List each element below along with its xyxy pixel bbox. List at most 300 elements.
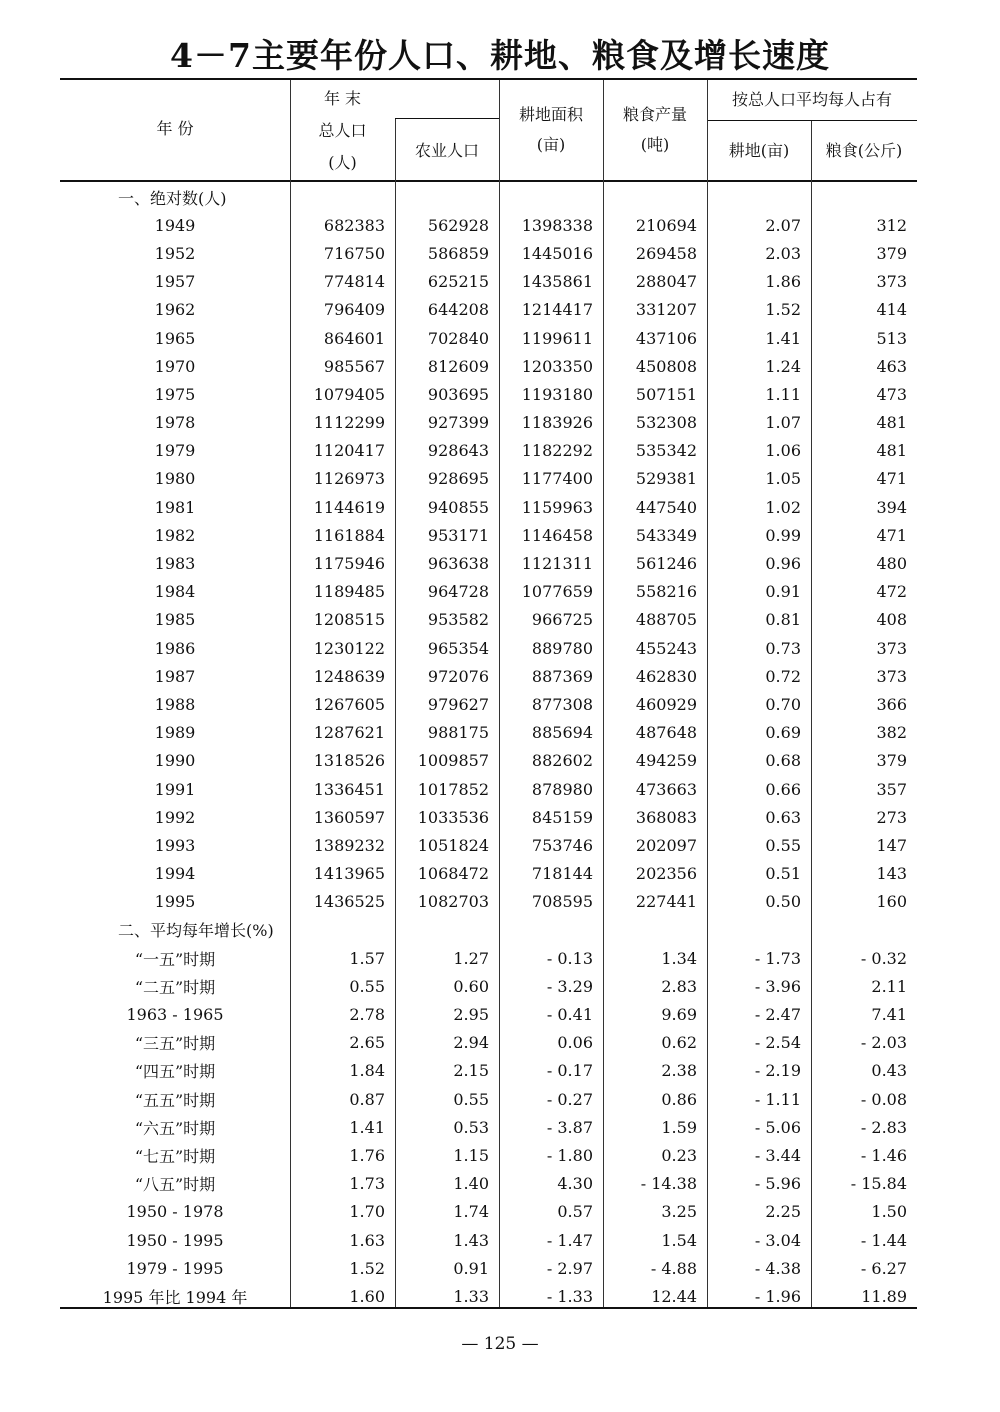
table-cell: 1389232 (313, 835, 385, 855)
row-label: 1980 (154, 469, 196, 489)
table-cell: - 0.17 (546, 1061, 593, 1081)
table-row (60, 493, 917, 521)
table-cell: 394 (876, 497, 908, 517)
data-table-body (60, 183, 917, 1311)
table-cell: 1203350 (521, 356, 593, 376)
table-cell: 269458 (635, 243, 697, 263)
table-cell: - 5.06 (754, 1117, 801, 1137)
table-cell: 462830 (635, 666, 697, 686)
table-cell: 202356 (635, 864, 697, 884)
table-cell: 202097 (635, 835, 697, 855)
table-row (60, 1057, 917, 1085)
table-cell: 1336451 (313, 779, 385, 799)
table-cell: 487648 (635, 723, 697, 743)
table-cell: 2.78 (349, 1005, 385, 1025)
table-row (60, 352, 917, 380)
row-label: 1992 (154, 807, 196, 827)
table-cell: 543349 (635, 525, 697, 545)
row-label: 1950 - 1978 (126, 1202, 224, 1222)
table-cell: 331207 (635, 300, 697, 320)
table-cell: 1.84 (349, 1061, 385, 1081)
table-cell: 1.63 (349, 1230, 385, 1250)
table-cell: 1208515 (313, 610, 385, 630)
table-cell: 1.41 (765, 328, 801, 348)
table-cell: 1068472 (417, 864, 489, 884)
table-cell: - 1.73 (754, 948, 801, 968)
table-cell: 11.89 (861, 1286, 908, 1306)
table-row (60, 944, 917, 972)
table-cell: 143 (876, 864, 908, 884)
table-cell: 1.27 (453, 948, 489, 968)
table-cell: - 1.80 (546, 1145, 593, 1165)
table-cell: 2.83 (661, 976, 697, 996)
table-cell: 963638 (427, 554, 489, 574)
row-label: 1994 (154, 864, 196, 884)
table-cell: 1360597 (313, 807, 385, 827)
table-cell: 1079405 (313, 384, 385, 404)
table-row (60, 1282, 917, 1310)
header-grain-line2: (吨) (640, 135, 670, 154)
table-cell: - 0.32 (860, 948, 908, 968)
header-per-capita: 按总人口平均每人占有 (731, 90, 892, 109)
table-cell: 0.69 (765, 723, 801, 743)
table-cell: 586859 (427, 243, 489, 263)
row-label: “八五”时期 (134, 1175, 216, 1195)
table-row (60, 1029, 917, 1057)
table-cell: 625215 (427, 272, 489, 292)
table-cell: 0.81 (765, 610, 801, 630)
table-cell: 368083 (635, 807, 697, 827)
page-number: — 125 — (461, 1334, 539, 1354)
table-row (60, 662, 917, 690)
table-cell: 1177400 (521, 469, 593, 489)
table-cell: 889780 (531, 638, 593, 658)
table-cell: - 1.44 (860, 1230, 908, 1250)
table-cell: 1009857 (417, 751, 489, 771)
sub-header-rule-per-capita (707, 120, 917, 121)
table-cell: 460929 (635, 694, 697, 714)
section-label: 二、平均每年增长(%) (118, 921, 274, 941)
header-farmland-line1: 耕地面积 (518, 105, 583, 124)
table-cell: 796409 (323, 300, 385, 320)
table-cell: 471 (876, 525, 908, 545)
table-cell: 0.60 (453, 976, 489, 996)
table-row (60, 211, 917, 239)
table-cell: - 1.96 (754, 1286, 801, 1306)
table-cell: - 4.88 (650, 1258, 697, 1278)
table-cell: 953171 (427, 525, 489, 545)
table-cell: 0.53 (453, 1117, 489, 1137)
row-label: 1982 (154, 525, 196, 545)
table-cell: 1.52 (349, 1258, 385, 1278)
table-cell: 1120417 (313, 441, 385, 461)
header-year: 年 份 (156, 119, 194, 138)
table-cell: 1.74 (453, 1202, 489, 1222)
table-row (60, 239, 917, 267)
table-cell: - 1.47 (546, 1230, 593, 1250)
table-cell: 1.54 (661, 1230, 697, 1250)
header-total-pop-line2: 总人口 (318, 121, 367, 140)
row-label: “五五”时期 (134, 1090, 216, 1110)
row-label: 1987 (154, 666, 196, 686)
row-label: 1957 (154, 272, 196, 292)
table-cell: 473663 (635, 779, 697, 799)
table-cell: 373 (876, 638, 908, 658)
section-row (60, 916, 917, 944)
table-row (60, 747, 917, 775)
table-cell: 882602 (531, 751, 593, 771)
table-cell: 0.72 (765, 666, 801, 686)
data-table (60, 183, 917, 1311)
table-cell: 2.03 (765, 243, 801, 263)
table-cell: 447540 (635, 497, 697, 517)
table-cell: 0.51 (765, 864, 801, 884)
table-cell: 1082703 (417, 892, 489, 912)
table-row (60, 465, 917, 493)
table-cell: 1182292 (521, 441, 593, 461)
table-cell: - 2.97 (546, 1258, 593, 1278)
table-cell: 382 (876, 723, 908, 743)
table-cell: 357 (876, 779, 908, 799)
table-cell: 1.06 (765, 441, 801, 461)
table-cell: 1144619 (313, 497, 385, 517)
table-cell: 1.41 (349, 1117, 385, 1137)
table-row (60, 719, 917, 747)
row-label: 1985 (154, 610, 196, 630)
table-cell: 0.91 (453, 1258, 489, 1278)
table-row (60, 1113, 917, 1141)
table-cell: 437106 (635, 328, 697, 348)
table-cell: 373 (876, 666, 908, 686)
row-label: “二五”时期 (134, 977, 216, 997)
table-cell: 2.65 (349, 1033, 385, 1053)
table-cell: 1159963 (521, 497, 593, 517)
table-cell: 953582 (427, 610, 489, 630)
table-cell: 1214417 (521, 300, 593, 320)
row-label: 1993 (154, 835, 196, 855)
table-cell: - 3.29 (546, 976, 593, 996)
table-cell: 0.87 (349, 1089, 385, 1109)
row-label: 1979 - 1995 (126, 1258, 224, 1278)
table-cell: 0.68 (765, 751, 801, 771)
table-cell: - 2.47 (754, 1005, 801, 1025)
table-cell: 0.70 (765, 694, 801, 714)
row-label: 1962 (154, 300, 196, 320)
table-cell: - 0.27 (546, 1089, 593, 1109)
table-cell: 988175 (427, 723, 489, 743)
table-cell: 1.59 (661, 1117, 697, 1137)
table-cell: 903695 (427, 384, 489, 404)
table-cell: 1051824 (417, 835, 489, 855)
table-cell: 1146458 (521, 525, 593, 545)
row-label: 1970 (154, 356, 196, 376)
table-cell: 414 (876, 300, 908, 320)
table-cell: 0.63 (765, 807, 801, 827)
table-cell: 885694 (531, 723, 593, 743)
table-cell: 1.05 (765, 469, 801, 489)
row-label: 1981 (154, 497, 196, 517)
row-label: 1995 年比 1994 年 (102, 1287, 248, 1307)
table-cell: 7.41 (871, 1005, 908, 1025)
table-cell: 1318526 (313, 751, 385, 771)
row-label: “三五”时期 (134, 1034, 216, 1054)
table-cell: 0.62 (661, 1033, 697, 1053)
table-cell: 494259 (635, 751, 697, 771)
table-row (60, 860, 917, 888)
header-total-pop-line1: 年 末 (323, 89, 362, 108)
table-cell: 1.86 (765, 272, 801, 292)
table-cell: 1436525 (313, 892, 385, 912)
table-row (60, 1198, 917, 1226)
table-cell: 877308 (531, 694, 593, 714)
row-label: 1995 (154, 892, 196, 912)
row-label: 1975 (154, 384, 196, 404)
section-label: 一、绝对数(人) (118, 188, 227, 208)
row-label: 1986 (154, 638, 196, 658)
row-label: “六五”时期 (134, 1118, 216, 1138)
table-cell: 812609 (427, 356, 489, 376)
table-row (60, 972, 917, 1000)
row-label: 1979 (154, 441, 196, 461)
table-row (60, 1085, 917, 1113)
table-cell: 558216 (635, 582, 697, 602)
table-row (60, 380, 917, 408)
table-cell: 463 (876, 356, 908, 376)
row-label: “一五”时期 (134, 949, 216, 969)
table-cell: 972076 (427, 666, 489, 686)
table-cell: 644208 (427, 300, 489, 320)
table-cell: 1126973 (313, 469, 385, 489)
table-cell: 147 (876, 835, 908, 855)
table-cell: 1193180 (521, 384, 593, 404)
table-cell: 1.70 (349, 1202, 385, 1222)
row-label: 1991 (154, 779, 196, 799)
table-cell: 774814 (323, 272, 385, 292)
table-cell: 12.44 (651, 1286, 697, 1306)
table-row (60, 296, 917, 324)
table-cell: - 3.87 (546, 1117, 593, 1137)
table-cell: 1017852 (417, 779, 489, 799)
table-cell: - 3.96 (754, 976, 801, 996)
table-cell: 532308 (635, 413, 697, 433)
table-cell: 0.23 (661, 1145, 697, 1165)
table-cell: 1248639 (313, 666, 385, 686)
header-bottom-rule (60, 180, 917, 182)
table-cell: 1267605 (313, 694, 385, 714)
table-cell: 379 (876, 243, 908, 263)
table-cell: 1161884 (313, 525, 385, 545)
table-cell: 0.86 (661, 1089, 697, 1109)
table-cell: 1.60 (349, 1286, 385, 1306)
row-label: 1963 - 1965 (126, 1005, 224, 1025)
table-cell: 481 (876, 413, 908, 433)
table-cell: 227441 (635, 892, 697, 912)
table-cell: 373 (876, 272, 908, 292)
table-cell: 1.52 (765, 300, 801, 320)
table-cell: 9.69 (661, 1005, 697, 1025)
table-row (60, 324, 917, 352)
table-row (60, 1141, 917, 1169)
table-cell: 0.96 (765, 554, 801, 574)
table-row (60, 831, 917, 859)
row-label: “七五”时期 (134, 1146, 216, 1166)
table-cell: 2.95 (453, 1005, 489, 1025)
table-row (60, 521, 917, 549)
table-cell: - 3.44 (754, 1145, 801, 1165)
table-cell: 160 (876, 892, 908, 912)
table-row (60, 549, 917, 577)
table-cell: - 1.46 (860, 1145, 908, 1165)
table-cell: 1445016 (521, 243, 593, 263)
table-cell: 473 (876, 384, 908, 404)
table-cell: 985567 (323, 356, 385, 376)
table-top-rule (60, 78, 917, 80)
table-cell: 1435861 (521, 272, 593, 292)
table-row (60, 690, 917, 718)
table-cell: 3.25 (661, 1202, 697, 1222)
table-cell: 702840 (427, 328, 489, 348)
table-cell: 535342 (635, 441, 697, 461)
table-cell: 1.73 (349, 1174, 385, 1194)
table-cell: 1413965 (313, 864, 385, 884)
table-cell: 379 (876, 751, 908, 771)
table-cell: 2.15 (453, 1061, 489, 1081)
table-cell: 366 (876, 694, 908, 714)
table-cell: 288047 (635, 272, 697, 292)
section-row (60, 183, 917, 211)
table-cell: 0.55 (349, 976, 385, 996)
table-cell: 1.07 (765, 413, 801, 433)
table-cell: 1112299 (313, 413, 385, 433)
table-cell: - 14.38 (640, 1174, 697, 1194)
table-cell: 928643 (427, 441, 489, 461)
table-cell: 1189485 (313, 582, 385, 602)
table-cell: 1033536 (417, 807, 489, 827)
table-row (60, 1226, 917, 1254)
table-row (60, 1170, 917, 1198)
table-cell: 1199611 (521, 328, 593, 348)
table-cell: 513 (876, 328, 908, 348)
table-cell: 979627 (427, 694, 489, 714)
table-row (60, 606, 917, 634)
table-cell: 0.50 (765, 892, 801, 912)
table-cell: - 4.38 (754, 1258, 801, 1278)
row-label: “四五”时期 (134, 1062, 216, 1082)
table-cell: 1230122 (313, 638, 385, 658)
table-cell: 471 (876, 469, 908, 489)
table-cell: 716750 (323, 243, 385, 263)
row-label: 1965 (154, 328, 196, 348)
table-cell: 2.38 (661, 1061, 697, 1081)
table-row (60, 1000, 917, 1028)
table-cell: 4.30 (557, 1174, 593, 1194)
table-cell: - 0.08 (860, 1089, 908, 1109)
table-cell: 1077659 (521, 582, 593, 602)
table-cell: 561246 (635, 554, 697, 574)
table-cell: 2.07 (765, 215, 801, 235)
table-cell: 1.76 (349, 1145, 385, 1165)
table-cell: 408 (876, 610, 908, 630)
table-cell: - 2.19 (754, 1061, 801, 1081)
table-cell: 1.33 (453, 1286, 489, 1306)
row-label: 1952 (154, 243, 196, 263)
table-cell: 2.25 (765, 1202, 801, 1222)
table-row (60, 268, 917, 296)
table-cell: - 5.96 (754, 1174, 801, 1194)
table-cell: 0.55 (765, 835, 801, 855)
sub-header-rule-agri (395, 118, 499, 119)
table-cell: 718144 (531, 864, 593, 884)
table-cell: 708595 (531, 892, 593, 912)
table-cell: 887369 (531, 666, 593, 686)
table-cell: 940855 (427, 497, 489, 517)
table-cell: 0.57 (557, 1202, 593, 1222)
table-cell: 1183926 (521, 413, 593, 433)
table-cell: 0.91 (765, 582, 801, 602)
row-label: 1949 (154, 215, 196, 235)
table-row (60, 409, 917, 437)
table-cell: - 0.13 (546, 948, 593, 968)
row-label: 1983 (154, 554, 196, 574)
table-cell: 210694 (635, 215, 697, 235)
table-cell: - 1.11 (754, 1089, 801, 1109)
table-cell: 1.02 (765, 497, 801, 517)
table-cell: 480 (876, 554, 908, 574)
table-cell: 0.99 (765, 525, 801, 545)
table-cell: 1.40 (453, 1174, 489, 1194)
table-cell: 864601 (323, 328, 385, 348)
table-cell: 481 (876, 441, 908, 461)
table-cell: 273 (876, 807, 908, 827)
table-cell: 753746 (531, 835, 593, 855)
row-label: 1989 (154, 723, 196, 743)
table-cell: 965354 (427, 638, 489, 658)
table-cell: 488705 (635, 610, 697, 630)
row-label: 1990 (154, 751, 196, 771)
table-row (60, 803, 917, 831)
table-row (60, 888, 917, 916)
table-cell: 0.43 (871, 1061, 908, 1081)
table-cell: 1.34 (661, 948, 697, 968)
table-cell: 1287621 (313, 723, 385, 743)
table-cell: 1.57 (349, 948, 385, 968)
table-cell: 455243 (635, 638, 697, 658)
table-cell: 1.43 (453, 1230, 489, 1250)
header-total-pop-line3: (人) (328, 153, 357, 172)
table-cell: 1.50 (871, 1202, 908, 1222)
table-cell: - 6.27 (860, 1258, 908, 1278)
table-row (60, 634, 917, 662)
row-label: 1978 (154, 413, 196, 433)
table-cell: 0.73 (765, 638, 801, 658)
table-cell: 682383 (323, 215, 385, 235)
table-cell: 507151 (635, 384, 697, 404)
table-cell: 1.15 (453, 1145, 489, 1165)
row-label: 1984 (154, 582, 196, 602)
table-cell: 472 (876, 582, 908, 602)
table-cell: 1.24 (765, 356, 801, 376)
table-cell: 966725 (531, 610, 593, 630)
table-cell: 312 (876, 215, 908, 235)
table-cell: - 3.04 (754, 1230, 801, 1250)
header-agri-pop: 农业人口 (414, 141, 479, 160)
table-cell: 0.06 (557, 1033, 593, 1053)
table-cell: - 1.33 (546, 1286, 593, 1306)
table-cell: 845159 (531, 807, 593, 827)
table-row (60, 775, 917, 803)
table-cell: - 2.03 (860, 1033, 908, 1053)
table-cell: 562928 (427, 215, 489, 235)
